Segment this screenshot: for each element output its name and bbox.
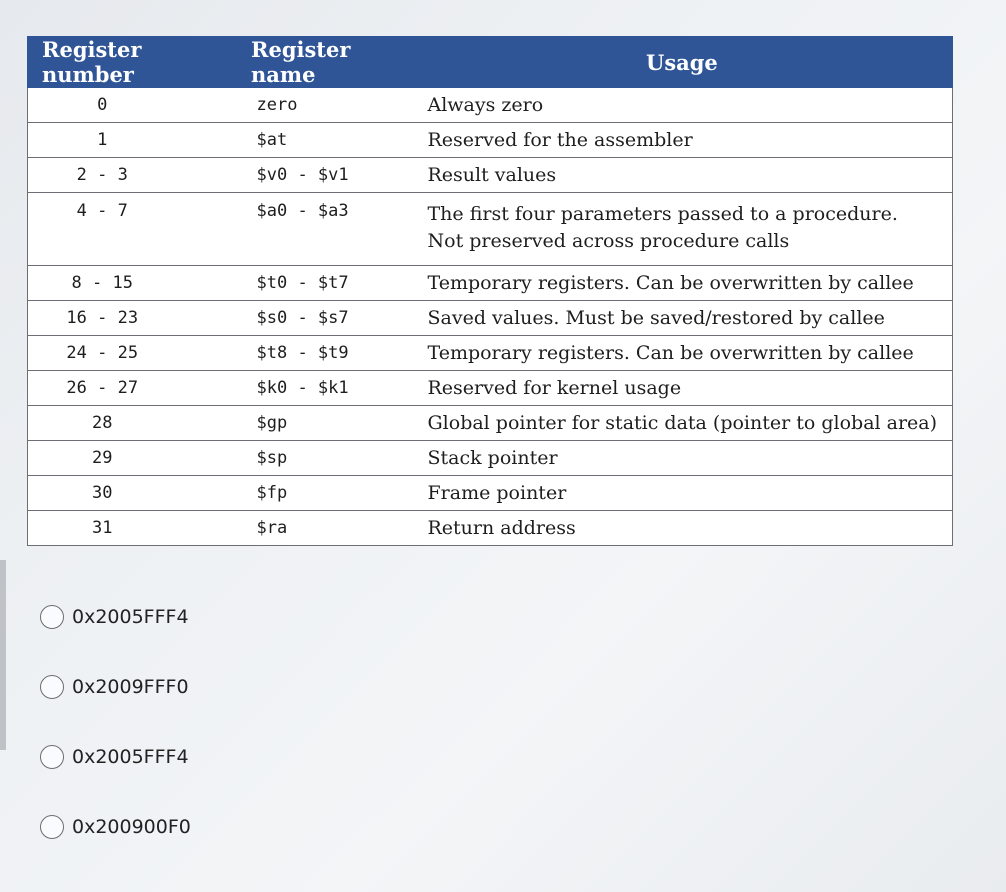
option-label: 0x2005FFF4	[72, 606, 189, 628]
table-row	[28, 193, 953, 266]
answer-option-2[interactable]	[40, 668, 191, 706]
usage-cell: Temporary registers. Can be overwritten by callee	[420, 336, 953, 371]
option-label: 0x2005FFF4	[72, 746, 189, 768]
table-row	[28, 371, 953, 406]
table-row	[28, 266, 953, 301]
register-name-cell: $v0 - $v1	[237, 158, 420, 193]
option-label: 0x200900F0	[72, 816, 191, 838]
register-number-cell: 29	[28, 441, 237, 476]
register-name-cell: $t8 - $t9	[237, 336, 420, 371]
register-number-cell: 26 - 27	[28, 371, 237, 406]
usage-cell	[420, 193, 953, 266]
table-row	[28, 88, 953, 123]
table-row	[28, 158, 953, 193]
usage-cell: Global pointer for static data (pointer to global area)	[420, 406, 953, 441]
register-number-cell: 0	[28, 88, 237, 123]
register-name-cell: $fp	[237, 476, 420, 511]
register-name-cell: $at	[237, 123, 420, 158]
usage-cell: Stack pointer	[420, 441, 953, 476]
register-name-cell: $a0 - $a3	[237, 193, 420, 266]
usage-cell: Reserved for kernel usage	[420, 371, 953, 406]
table-row	[28, 511, 953, 546]
option-label: 0x2009FFF0	[72, 676, 189, 698]
register-number-cell: 30	[28, 476, 237, 511]
register-number-cell: 8 - 15	[28, 266, 237, 301]
register-number-cell: 1	[28, 123, 237, 158]
table-header-row	[28, 37, 953, 88]
table-row	[28, 123, 953, 158]
register-name-cell: $ra	[237, 511, 420, 546]
answer-option-1[interactable]	[40, 598, 191, 636]
register-name-cell: $t0 - $t7	[237, 266, 420, 301]
radio-button-icon[interactable]	[40, 605, 64, 629]
register-number-cell: 31	[28, 511, 237, 546]
radio-button-icon[interactable]	[40, 815, 64, 839]
table-row	[28, 301, 953, 336]
usage-line-1: The first four parameters passed to a procedure.	[427, 203, 898, 225]
usage-cell: Frame pointer	[420, 476, 953, 511]
usage-cell: Always zero	[420, 88, 953, 123]
usage-cell: Temporary registers. Can be overwritten by callee	[420, 266, 953, 301]
left-edge-strip	[0, 560, 6, 750]
usage-cell: Result values	[420, 158, 953, 193]
register-name-cell: zero	[237, 88, 420, 123]
table-row	[28, 406, 953, 441]
radio-button-icon[interactable]	[40, 675, 64, 699]
register-number-cell: 24 - 25	[28, 336, 237, 371]
register-table	[27, 36, 953, 546]
register-name-cell: $s0 - $s7	[237, 301, 420, 336]
register-name-cell: $k0 - $k1	[237, 371, 420, 406]
usage-cell: Reserved for the assembler	[420, 123, 953, 158]
usage-cell: Saved values. Must be saved/restored by callee	[420, 301, 953, 336]
register-number-cell: 4 - 7	[28, 193, 237, 266]
header-usage: Usage	[420, 37, 953, 88]
answer-options	[40, 598, 191, 878]
header-register-name: Register name	[237, 37, 420, 88]
register-number-cell: 28	[28, 406, 237, 441]
answer-option-4[interactable]	[40, 808, 191, 846]
table-row	[28, 336, 953, 371]
table-row	[28, 476, 953, 511]
register-number-cell: 16 - 23	[28, 301, 237, 336]
register-name-cell: $sp	[237, 441, 420, 476]
answer-option-3[interactable]	[40, 738, 191, 776]
register-number-cell: 2 - 3	[28, 158, 237, 193]
header-register-number: Register number	[28, 37, 237, 88]
radio-button-icon[interactable]	[40, 745, 64, 769]
table-row	[28, 441, 953, 476]
register-name-cell: $gp	[237, 406, 420, 441]
usage-cell: Return address	[420, 511, 953, 546]
usage-line-2: Not preserved across procedure calls	[427, 230, 790, 252]
